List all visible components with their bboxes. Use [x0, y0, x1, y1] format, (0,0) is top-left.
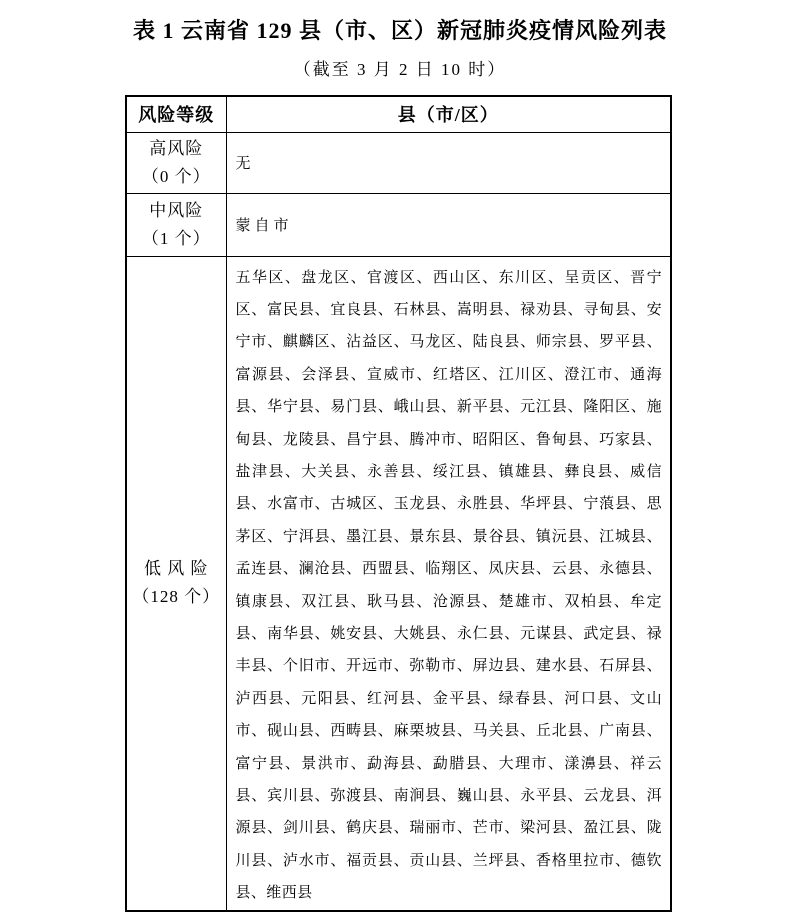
header-risk-level: 风险等级 [126, 96, 226, 132]
risk-level-table [125, 95, 672, 912]
high-risk-level-name: 高风险 [149, 138, 204, 158]
high-risk-county-list: 无 [226, 132, 671, 193]
document-title: 表 1 云南省 129 县（市、区）新冠肺炎疫情风险列表 [132, 18, 667, 43]
table-row-low-risk [126, 256, 671, 911]
table-row-medium-risk [126, 193, 671, 256]
high-risk-level-count: （0 个） [141, 166, 211, 186]
low-risk-level-cell [126, 256, 226, 911]
medium-risk-level-count: （1 个） [141, 228, 211, 248]
medium-risk-level-name: 中风险 [149, 200, 204, 220]
document-subtitle: （截至 3 月 2 日 10 时） [293, 60, 507, 79]
low-risk-level-name: 低 风 险 [144, 559, 209, 579]
high-risk-level-cell [126, 132, 226, 193]
medium-risk-county-list: 蒙自市 [226, 193, 671, 256]
low-risk-county-list: 五华区、盘龙区、官渡区、西山区、东川区、呈贡区、晋宁区、富民县、宜良县、石林县、嵩明县、禄劝县、寻甸县、安宁市、麒麟区、沾益区、马龙区、陆良县、师宗县、罗平县、富源县、会泽县、宣威市、红塔区、江川区、澄江市、通海县、华宁县、易门县、峨山县、新平县、元江县、隆阳区、施甸县、龙陵县、昌宁县、腾冲市、昭阳区、鲁甸县、巧家县、盐津县、大关县、永善县、绥江县、镇雄县、彝良县、威信县、水富市、古城区、玉龙县、永胜县、华坪县、宁蒗县、思茅区、宁洱县、墨江县、景东县、景谷县、镇沅县、江城县、孟连县、澜沧县、西盟县、临翔区、凤庆县、云县、永德县、镇康县、双江县、耿马县、沧源县、楚雄市、双柏县、牟定县、南华县、姚安县、大姚县、永仁县、元谋县、武定县、禄丰县、个旧市、开远市、弥勒市、屏边县、建水县、石屏县、泸西县、元阳县、红河县、金平县、绿春县、河口县、文山市、砚山县、西畴县、麻栗坡县、马关县、丘北县、广南县、富宁县、景洪市、勐海县、勐腊县、大理市、漾濞县、祥云县、宾川县、弥渡县、南涧县、巍山县、永平县、云龙县、洱源县、剑川县、鹤庆县、瑞丽市、芒市、梁河县、盈江县、陇川县、泸水市、福贡县、贡山县、兰坪县、香格里拉市、德钦县、维西县 [226, 256, 671, 911]
table-row-high-risk [126, 132, 671, 193]
low-risk-level-count: （128 个） [132, 587, 221, 607]
table-header-row [126, 96, 671, 132]
medium-risk-level-cell [126, 193, 226, 256]
header-county: 县（市/区） [226, 96, 671, 132]
